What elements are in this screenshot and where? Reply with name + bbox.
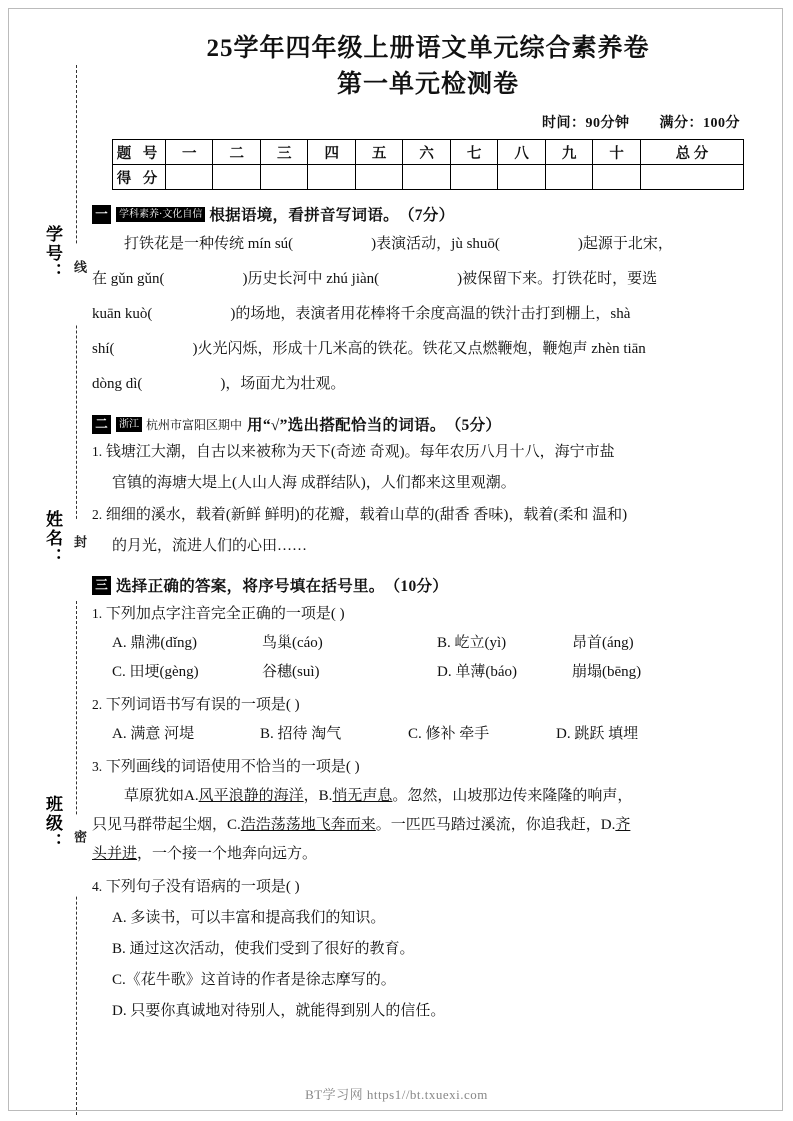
q1-text: 打铁花是一种传统 mín sú( <box>124 236 294 252</box>
section-1-title: 根据语境，看拼音写词语。 <box>209 207 399 224</box>
q3-item-1-options-row-1 <box>92 629 764 658</box>
q3-item-3-passage-line-2 <box>92 811 764 840</box>
section-3-title: 选择正确的答案，将序号填在括号里。 <box>116 578 385 595</box>
option-a-2[interactable]: 鸟巢(cáo) <box>262 635 323 651</box>
option-b-2[interactable]: 昂首(áng) <box>572 635 634 651</box>
score-col-9: 九 <box>545 140 592 165</box>
q3-item-3-stem: 下列画线的词语使用不恰当的一项是( ) <box>105 759 360 775</box>
exam-content <box>92 28 764 1026</box>
page-title: 25学年四年级上册语文单元综合素养卷 <box>206 35 650 62</box>
score-col-6: 六 <box>403 140 450 165</box>
q1-text: )被保留下来。打铁花时，要选 <box>457 271 658 287</box>
underlined-phrase-d-cont[interactable]: 头并进 <box>92 846 138 862</box>
q1-text: )，场面尤为壮观。 <box>220 376 346 392</box>
section-3-heading <box>92 574 764 596</box>
underlined-phrase-d[interactable]: 齐 <box>615 817 631 833</box>
q3-item-3-number: 3. <box>92 759 103 774</box>
exam-meta <box>92 112 740 132</box>
score-col-8: 八 <box>498 140 545 165</box>
dash-gap <box>70 815 86 895</box>
score-cell[interactable] <box>213 165 260 190</box>
section-1-tag: 学科素养·文化自信 <box>116 207 205 222</box>
option-b[interactable]: B. 屹立(yì) <box>437 635 507 651</box>
score-cell[interactable] <box>355 165 402 190</box>
q3-item-2-number: 2. <box>92 697 103 712</box>
q2-item-1-line1: 钱塘江大潮，自古以来被称为天下(奇迹 奇观)。每年农历八月十八，海宁市盐 <box>105 444 615 460</box>
table-row <box>113 140 744 165</box>
score-cell[interactable] <box>308 165 355 190</box>
footer-watermark: BT学习网 https1//bt.txuexi.com <box>305 1087 488 1102</box>
seal-char-mi: 密 <box>72 830 87 845</box>
q2-item-2-line2: 的月光，流进人们的心田…… <box>112 538 308 554</box>
q1-line-4 <box>92 334 764 365</box>
section-1-points: （7分） <box>398 207 455 224</box>
q2-item-1 <box>92 437 764 467</box>
passage-text: 。忽然，山坡那边传来隆隆的响声， <box>392 788 633 804</box>
student-id-label: 学号： <box>43 225 62 282</box>
seal-char-xian: 线 <box>72 260 87 275</box>
q1-line-2 <box>92 264 764 295</box>
q3-item-1-stem: 下列加点字注音完全正确的一项是( ) <box>105 606 345 622</box>
score-cell[interactable] <box>545 165 592 190</box>
q1-text: dòng dì( <box>92 376 143 392</box>
seal-char-feng: 封 <box>72 535 87 550</box>
q2-item-1-line2: 官镇的海塘大堤上(人山人海 成群结队)，人们都来这里观潮。 <box>112 475 516 491</box>
option-a[interactable]: A. 满意 河堤 <box>112 726 195 742</box>
q3-item-4-option-a[interactable]: A. 多读书，可以丰富和提高我们的知识。 <box>112 910 386 926</box>
q1-text: 在 gǔn gǔn( <box>92 271 165 287</box>
option-c-2[interactable]: 谷穗(suì) <box>262 664 320 680</box>
q2-item-2 <box>92 500 764 530</box>
table-row <box>113 165 744 190</box>
section-2-region-tag: 浙江 <box>116 417 142 432</box>
option-a[interactable]: A. 鼎沸(dǐng) <box>112 635 197 651</box>
score-col-3: 三 <box>260 140 307 165</box>
underlined-phrase-b[interactable]: 悄无声息 <box>332 788 393 804</box>
q3-item-2 <box>92 690 764 720</box>
time-label: 时间：90分钟 <box>542 116 630 131</box>
section-2-title: 用“√”选出搭配恰当的词语。 <box>247 417 446 434</box>
q1-line-5 <box>92 369 764 400</box>
q2-item-2-number: 2. <box>92 507 103 522</box>
page-subtitle: 第一单元检测卷 <box>336 71 519 98</box>
score-table-header-number: 题 号 <box>113 140 166 165</box>
q3-item-4-option-d[interactable]: D. 只要你真诚地对待别人，就能得到别人的信任。 <box>112 1003 446 1019</box>
q1-text: )历史长河中 zhú jiàn( <box>242 271 380 287</box>
section-3-number: 三 <box>92 576 111 595</box>
option-b[interactable]: B. 招待 淘气 <box>260 726 342 742</box>
q3-item-3 <box>92 752 764 782</box>
q3-item-4-option-b[interactable]: B. 通过这次活动，使我们受到了很好的教育。 <box>112 941 415 957</box>
q3-item-4-option-c[interactable]: C.《花牛歌》这首诗的作者是徐志摩写的。 <box>112 972 396 988</box>
option-d-2[interactable]: 崩塌(bēng) <box>572 664 642 680</box>
q3-item-3-passage-line-3 <box>92 840 764 869</box>
q2-item-2-line1: 细细的溪水，载着(新鲜 鲜明)的花瓣，载着山草的(甜香 香味)，载着(柔和 温和) <box>105 507 628 523</box>
passage-text: ，B. <box>303 788 333 804</box>
q2-item-1-line2-wrap <box>92 469 764 498</box>
dash-gap <box>70 520 86 600</box>
score-col-4: 四 <box>308 140 355 165</box>
dash-gap <box>70 245 86 325</box>
section-3-points: （10分） <box>384 578 449 595</box>
section-1-heading <box>92 203 764 225</box>
underlined-phrase-a[interactable]: 风平浪静的海洋 <box>198 788 304 804</box>
section-2-heading <box>92 413 764 435</box>
option-d[interactable]: D. 跳跃 填埋 <box>556 726 639 742</box>
option-c[interactable]: C. 修补 牵手 <box>408 726 490 742</box>
student-name-label: 姓名： <box>43 510 62 567</box>
q1-text: kuān kuò( <box>92 306 153 322</box>
q1-text: )表演活动，jù shuō( <box>371 236 500 252</box>
total-score-label: 满分：100分 <box>659 116 740 131</box>
section-1-number: 一 <box>92 205 111 224</box>
section-2-number: 二 <box>92 415 111 434</box>
score-cell[interactable] <box>498 165 545 190</box>
score-cell[interactable] <box>593 165 640 190</box>
q1-text: )起源于北宋， <box>577 236 673 252</box>
score-cell[interactable] <box>450 165 497 190</box>
q3-item-4 <box>92 872 764 902</box>
q3-item-3-passage-line-1 <box>92 782 764 811</box>
score-cell[interactable] <box>166 165 213 190</box>
q3-item-2-options <box>92 720 764 749</box>
passage-text: 。一匹匹马踏过溪流，你追我赶，D. <box>375 817 616 833</box>
q2-item-2-line2-wrap <box>92 532 764 561</box>
q3-item-2-stem: 下列词语书写有误的一项是( ) <box>105 697 300 713</box>
margin-strip <box>18 30 90 1090</box>
q3-item-1-number: 1. <box>92 606 103 621</box>
score-cell[interactable] <box>260 165 307 190</box>
q3-item-1 <box>92 599 764 629</box>
q3-item-4-number: 4. <box>92 879 103 894</box>
score-table-header-score: 得 分 <box>113 165 166 190</box>
q3-item-1-options-row-2 <box>92 658 764 687</box>
score-col-2: 二 <box>213 140 260 165</box>
q3-item-4-stem: 下列句子没有语病的一项是( ) <box>105 879 300 895</box>
passage-text: 只见马群带起尘烟，C. <box>92 817 241 833</box>
q1-text: shí( <box>92 341 115 357</box>
score-col-1: 一 <box>166 140 213 165</box>
score-col-7: 七 <box>450 140 497 165</box>
section-2-source-tag: 杭州市富阳区期中 <box>146 417 243 432</box>
q1-text: )的场地，表演者用花棒将千余度高温的铁汁击打到棚上，shà <box>230 306 631 322</box>
q1-line-3 <box>92 299 764 330</box>
score-table <box>112 139 744 190</box>
q1-text: )火光闪烁，形成十几米高的铁花。铁花又点燃鞭炮，鞭炮声 zhèn tiān <box>192 341 646 357</box>
score-cell[interactable] <box>640 165 743 190</box>
class-label: 班级： <box>43 795 62 852</box>
passage-text: ，一个接一个地奔向远方。 <box>137 846 318 862</box>
q2-item-1-number: 1. <box>92 444 103 459</box>
option-d[interactable]: D. 单薄(báo) <box>437 664 517 680</box>
score-col-5: 五 <box>355 140 402 165</box>
passage-text: 草原犹如A. <box>124 788 199 804</box>
option-c[interactable]: C. 田埂(gèng) <box>112 664 199 680</box>
q1-line-1 <box>92 229 764 260</box>
score-cell[interactable] <box>403 165 450 190</box>
score-col-total: 总 分 <box>640 140 743 165</box>
score-col-10: 十 <box>593 140 640 165</box>
underlined-phrase-c[interactable]: 浩浩荡荡地飞奔而来 <box>240 817 376 833</box>
section-2-points: （5分） <box>445 417 502 434</box>
